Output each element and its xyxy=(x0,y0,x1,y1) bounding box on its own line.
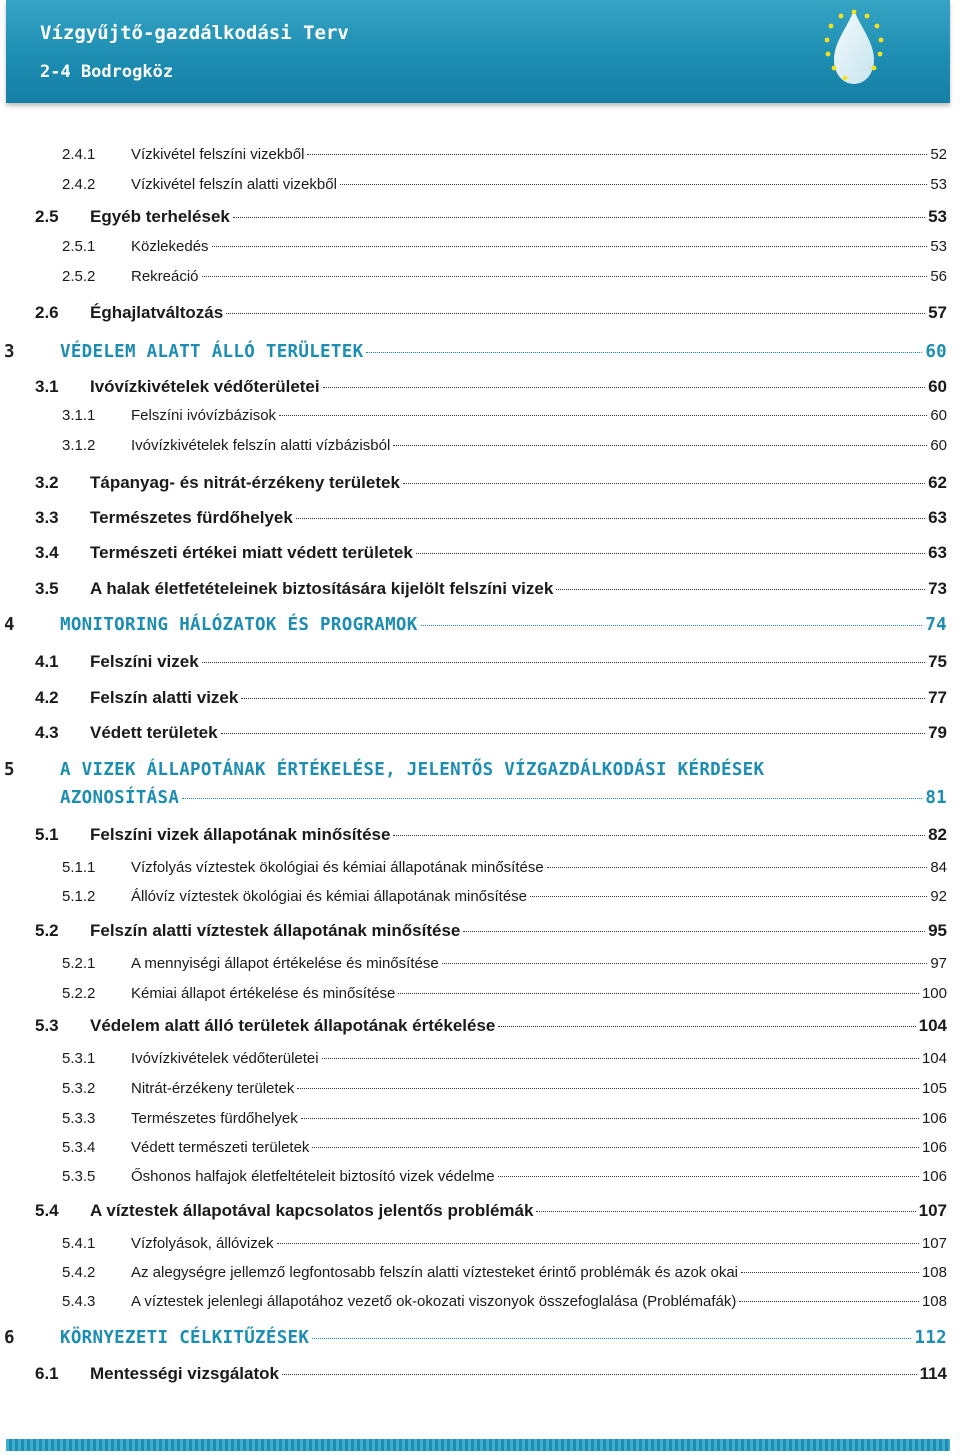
dot-leader xyxy=(221,733,926,734)
dot-leader xyxy=(322,1058,919,1059)
toc-entry-title: Védett természeti területek xyxy=(131,1139,310,1156)
toc-entry[interactable] xyxy=(4,1328,947,1348)
toc-entry-page: 100 xyxy=(921,985,947,1002)
dot-leader xyxy=(312,1147,919,1148)
toc-entry-page: 63 xyxy=(928,508,947,527)
dot-leader xyxy=(403,483,925,484)
toc-entry-title: Vízfolyás víztestek ökológiai és kémiai állapotának minősítése xyxy=(131,859,544,876)
toc-entry-title: Felszíni vizek xyxy=(90,652,199,671)
toc-entry-number: 5.3.4 xyxy=(62,1139,96,1156)
toc-entry-page: 75 xyxy=(928,652,947,671)
toc-entry[interactable] xyxy=(62,407,947,424)
toc-entry-page: 97 xyxy=(930,955,947,972)
dot-leader xyxy=(307,154,927,155)
toc-entry[interactable] xyxy=(35,1016,947,1036)
toc-entry-title: Egyéb terhelések xyxy=(90,207,230,226)
toc-entry-number: 2.6 xyxy=(35,303,59,322)
toc-entry-number: 5.2 xyxy=(35,921,59,940)
toc-entry-title: Mentességi vizsgálatok xyxy=(90,1364,279,1383)
toc-entry-page: 53 xyxy=(928,207,947,226)
toc-entry[interactable] xyxy=(35,303,947,323)
dot-leader xyxy=(241,698,925,699)
toc-entry-number: 5.1.1 xyxy=(62,859,96,876)
dot-leader xyxy=(393,835,925,836)
toc-entry-number: 2.5.1 xyxy=(62,238,96,255)
dot-leader xyxy=(340,184,927,185)
toc-entry-page: 56 xyxy=(930,268,947,285)
toc-entry-number: 5.3.3 xyxy=(62,1110,96,1127)
toc-entry[interactable] xyxy=(35,688,947,708)
toc-entry-title: Felszíni vizek állapotának minősítése xyxy=(90,825,391,844)
toc-entry-title: A halak életfetételeinek biztosítására kijelölt felszíni vizek xyxy=(90,579,554,598)
toc-entry[interactable] xyxy=(62,859,947,876)
toc-entry-page: 108 xyxy=(921,1293,947,1310)
toc-entry-page: 106 xyxy=(921,1139,947,1156)
toc-entry-page: 104 xyxy=(921,1050,947,1067)
toc-entry-number: 5.2.2 xyxy=(62,985,96,1002)
toc-entry-title: Vízkivétel felszín alatti vizekből xyxy=(131,176,337,193)
toc-entry-number: 3.3 xyxy=(35,508,59,527)
dot-leader xyxy=(463,931,925,932)
toc-entry-page: 62 xyxy=(928,473,947,492)
toc-entry-number: 5.1.2 xyxy=(62,888,96,905)
toc-entry-title: MONITORING HÁLÓZATOK ÉS PROGRAMOK xyxy=(60,615,418,635)
toc-entry-number: 4.1 xyxy=(35,652,59,671)
toc-entry-number: 5.2.1 xyxy=(62,955,96,972)
toc-entry[interactable] xyxy=(35,1201,947,1221)
toc-entry[interactable] xyxy=(62,1168,947,1185)
toc-entry-title: Védelem alatt álló területek állapotának értékelése xyxy=(90,1016,496,1035)
toc-entry-title: Őshonos halfajok életfeltételeit biztosító vizek védelme xyxy=(131,1168,495,1185)
toc-entry-number: 3.1.2 xyxy=(62,437,96,454)
toc-entry-page: 92 xyxy=(930,888,947,905)
dot-leader xyxy=(398,993,919,994)
toc-entry-title: Az alegységre jellemző legfontosabb felszín alatti víztesteket érintő problémák és azok okai xyxy=(131,1264,738,1281)
dot-leader xyxy=(312,1338,911,1339)
toc-entry-number: 4.3 xyxy=(35,723,59,742)
toc-entry[interactable] xyxy=(62,955,947,972)
toc-entry-number: 5.3.2 xyxy=(62,1080,96,1097)
toc-entry-title: A víztestek jelenlegi állapotához vezető ok-okozati viszonyok összefoglalása (Problémafák) xyxy=(131,1293,737,1310)
toc-entry-number: 3.2 xyxy=(35,473,59,492)
dot-leader xyxy=(279,415,927,416)
toc-entry-title: Ivóvízkivételek védőterületei xyxy=(131,1050,319,1067)
toc-entry-title: Állóvíz víztestek ökológiai és kémiai állapotának minősítése xyxy=(131,888,528,905)
toc-entry-title: A mennyiségi állapot értékelése és minősítése xyxy=(131,955,439,972)
dot-leader xyxy=(421,625,923,626)
dot-leader xyxy=(202,662,925,663)
toc-entry-title: Ivóvízkivételek felszín alatti vízbázisból xyxy=(131,437,391,454)
toc-entry-page: 106 xyxy=(921,1110,947,1127)
toc-entry-title: Felszín alatti víztestek állapotának minősítése xyxy=(90,921,461,940)
dot-leader xyxy=(323,387,925,388)
toc-entry-page: 60 xyxy=(930,437,947,454)
toc-entry-number: 5.3.1 xyxy=(62,1050,96,1067)
toc-entry[interactable] xyxy=(35,473,947,493)
toc-entry-number: 3.4 xyxy=(35,543,59,562)
dot-leader xyxy=(297,1088,919,1089)
toc-entry-title: Természetes fürdőhelyek xyxy=(90,508,293,527)
toc-entry[interactable] xyxy=(62,437,947,454)
dot-leader xyxy=(416,553,925,554)
toc-entry[interactable] xyxy=(4,342,947,362)
toc-entry-page: 52 xyxy=(930,146,947,163)
toc-entry-number: 2.4.1 xyxy=(62,146,96,163)
document-subtitle: 2-4 Bodrogköz xyxy=(40,62,174,82)
toc-entry[interactable] xyxy=(62,268,947,285)
toc-entry-number: 3.1.1 xyxy=(62,407,96,424)
toc-entry[interactable] xyxy=(60,788,947,808)
toc-entry-page: 81 xyxy=(925,788,947,808)
toc-entry-number: 5.4 xyxy=(35,1201,59,1220)
toc-entry-page: 60 xyxy=(930,407,947,424)
dot-leader xyxy=(366,352,922,353)
toc-entry-page: 77 xyxy=(928,688,947,707)
toc-entry[interactable] xyxy=(62,176,947,193)
toc-entry[interactable] xyxy=(62,1080,947,1097)
toc-entry-number: 6.1 xyxy=(35,1364,59,1383)
toc-entry[interactable] xyxy=(35,825,947,845)
dot-leader xyxy=(498,1176,919,1177)
toc-entry-page: 105 xyxy=(921,1080,947,1097)
toc-entry-number: 5.4.1 xyxy=(62,1235,96,1252)
dot-leader xyxy=(741,1272,919,1273)
toc-entry-number: 5.1 xyxy=(35,825,59,844)
toc-entry-title: Védett területek xyxy=(90,723,218,742)
toc-entry-number: 2.5.2 xyxy=(62,268,96,285)
toc-entry-title-continued: AZONOSÍTÁSA xyxy=(60,788,180,808)
dot-leader xyxy=(556,589,925,590)
toc-entry[interactable] xyxy=(62,1139,947,1156)
toc-entry-title: VÉDELEM ALATT ÁLLÓ TERÜLETEK xyxy=(60,342,364,362)
toc-entry-page: 60 xyxy=(925,342,947,362)
toc-entry-number: 5 xyxy=(4,760,15,780)
dot-leader xyxy=(277,1243,919,1244)
toc-entry-number: 2.4.2 xyxy=(62,176,96,193)
dot-leader xyxy=(182,798,922,799)
dot-leader xyxy=(301,1118,919,1119)
dot-leader xyxy=(547,867,928,868)
toc-entry-title: Felszíni ivóvízbázisok xyxy=(131,407,277,424)
toc-entry-title: Természetes fürdőhelyek xyxy=(131,1110,298,1127)
dot-leader xyxy=(212,246,928,247)
dot-leader xyxy=(233,217,925,218)
toc-entry-page: 84 xyxy=(930,859,947,876)
toc-entry-page: 106 xyxy=(921,1168,947,1185)
toc-entry-page: 95 xyxy=(928,921,947,940)
document-title: Vízgyűjtő-gazdálkodási Terv xyxy=(40,22,349,44)
toc-entry[interactable] xyxy=(62,1264,947,1281)
footer-bar xyxy=(6,1439,950,1451)
toc-entry[interactable] xyxy=(62,1235,947,1252)
toc-entry-page: 107 xyxy=(918,1201,947,1220)
toc-entry-page: 73 xyxy=(928,579,947,598)
dot-leader xyxy=(536,1211,915,1212)
dot-leader xyxy=(393,445,927,446)
toc-entry-number: 3.1 xyxy=(35,377,59,396)
toc-entry-page: 74 xyxy=(925,615,947,635)
toc-entry[interactable] xyxy=(62,238,947,255)
toc-entry[interactable] xyxy=(4,760,947,780)
toc-entry[interactable] xyxy=(62,146,947,163)
toc-entry[interactable] xyxy=(62,985,947,1002)
toc-entry[interactable] xyxy=(35,377,947,397)
toc-entry[interactable] xyxy=(35,723,947,743)
toc-entry-number: 4.2 xyxy=(35,688,59,707)
toc-entry-page: 79 xyxy=(928,723,947,742)
toc-entry[interactable] xyxy=(62,888,947,905)
toc-entry[interactable] xyxy=(35,508,947,528)
toc-entry-number: 5.4.2 xyxy=(62,1264,96,1281)
toc-entry-title: Tápanyag- és nitrát-érzékeny területek xyxy=(90,473,400,492)
toc-entry-page: 60 xyxy=(928,377,947,396)
toc-entry-title: Rekreáció xyxy=(131,268,199,285)
dot-leader xyxy=(498,1026,915,1027)
toc-entry[interactable] xyxy=(35,543,947,563)
toc-entry-page: 112 xyxy=(914,1328,947,1348)
toc-entry-number: 6 xyxy=(4,1328,15,1348)
toc-entry[interactable] xyxy=(62,1293,947,1310)
toc-entry[interactable] xyxy=(4,615,947,635)
toc-entry-page: 57 xyxy=(928,303,947,322)
toc-entry-title: Közlekedés xyxy=(131,238,209,255)
toc-entry-page: 63 xyxy=(928,543,947,562)
toc-entry[interactable] xyxy=(35,1364,947,1384)
toc-entry[interactable] xyxy=(62,1050,947,1067)
toc-entry[interactable] xyxy=(35,579,947,599)
toc-entry-page: 107 xyxy=(921,1235,947,1252)
toc-entry-number: 2.5 xyxy=(35,207,59,226)
dot-leader xyxy=(530,896,927,897)
toc-entry-title: KÖRNYEZETI CÉLKITŰZÉSEK xyxy=(60,1328,310,1348)
toc-entry-page: 104 xyxy=(918,1016,947,1035)
toc-entry[interactable] xyxy=(62,1110,947,1127)
toc-entry-title: Kémiai állapot értékelése és minősítése xyxy=(131,985,396,1002)
toc-entry-title: A víztestek állapotával kapcsolatos jelentős problémák xyxy=(90,1201,534,1220)
toc-entry[interactable] xyxy=(35,207,947,227)
toc-entry-title: Nitrát-érzékeny területek xyxy=(131,1080,295,1097)
toc-entry-number: 5.3 xyxy=(35,1016,59,1035)
toc-entry-title: Ivóvízkivételek védőterületei xyxy=(90,377,320,396)
toc-entry-title: Vízkivétel felszíni vizekből xyxy=(131,146,305,163)
dot-leader xyxy=(296,518,925,519)
toc-entry-title: Természeti értékei miatt védett területek xyxy=(90,543,413,562)
toc-entry-number: 4 xyxy=(4,615,15,635)
dot-leader xyxy=(282,1374,917,1375)
toc-entry-number: 3 xyxy=(4,342,15,362)
toc-entry[interactable] xyxy=(35,652,947,672)
dot-leader xyxy=(202,276,928,277)
toc-entry-title: Éghajlatváltozás xyxy=(90,303,224,322)
toc-entry-number: 5.4.3 xyxy=(62,1293,96,1310)
toc-entry-number: 5.3.5 xyxy=(62,1168,96,1185)
toc-entry-title: Vízfolyások, állóvizek xyxy=(131,1235,274,1252)
toc-entry-page: 108 xyxy=(921,1264,947,1281)
toc-entry-page: 82 xyxy=(928,825,947,844)
toc-entry-number: 3.5 xyxy=(35,579,59,598)
dot-leader xyxy=(226,313,925,314)
toc-entry-page: 114 xyxy=(919,1364,947,1383)
toc-entry-title: Felszín alatti vizek xyxy=(90,688,239,707)
toc-entry-title: A VIZEK ÁLLAPOTÁNAK ÉRTÉKELÉSE, JELENTŐS VÍZGAZDÁLKODÁSI KÉRDÉSEK xyxy=(60,760,765,780)
toc-entry-page: 53 xyxy=(930,238,947,255)
dot-leader xyxy=(739,1301,919,1302)
toc-entry[interactable] xyxy=(35,921,947,941)
dot-leader xyxy=(442,963,928,964)
toc-entry-page: 53 xyxy=(930,176,947,193)
